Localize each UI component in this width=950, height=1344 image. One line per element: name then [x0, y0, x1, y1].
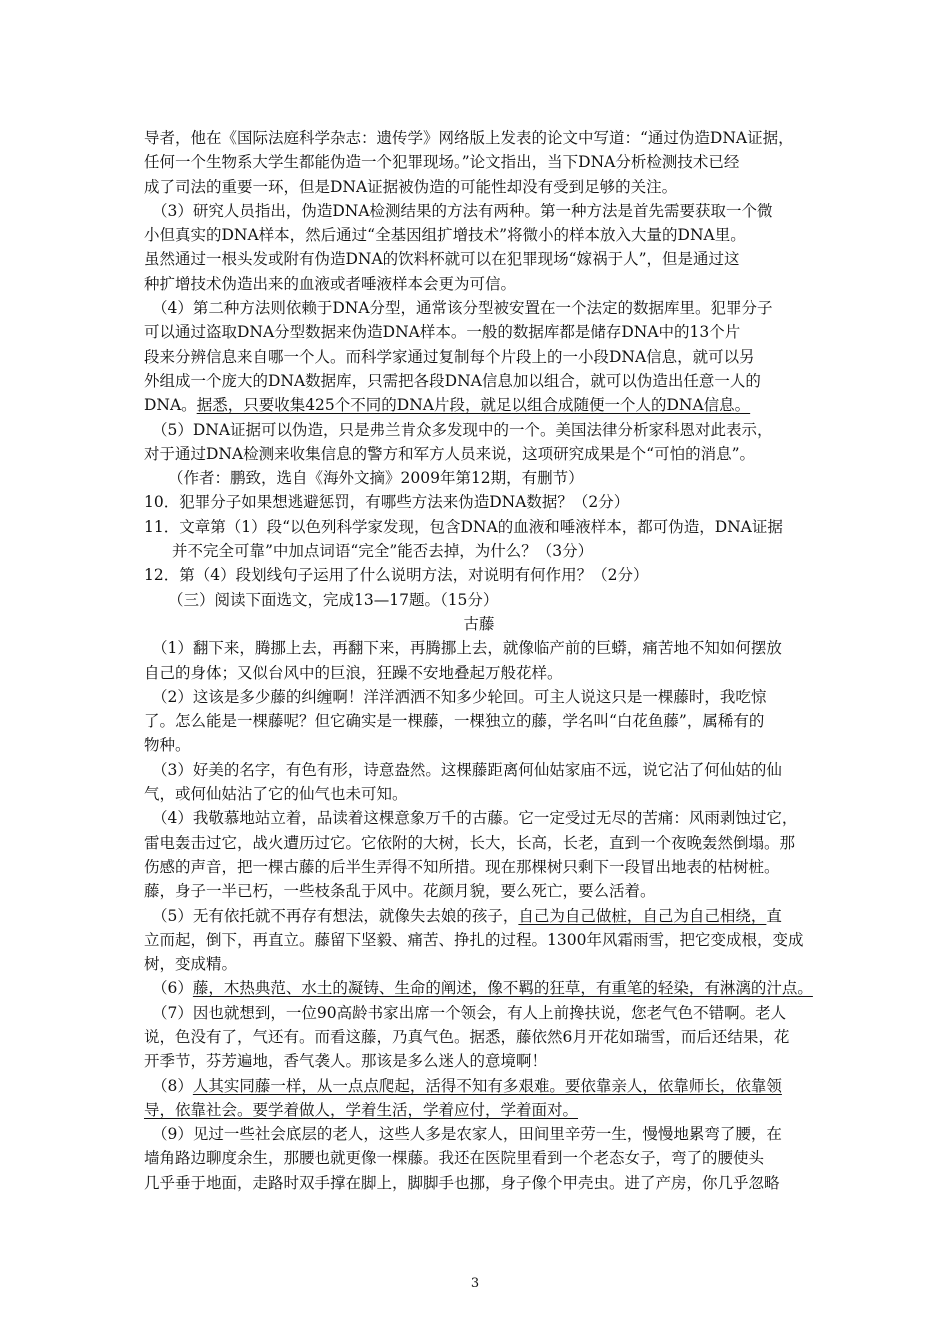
text-line: 可以通过盗取DNA分型数据来伪造DNA样本。一般的数据库都是储存DNA中的13个片	[144, 323, 741, 342]
text-line-underlined-sentence: DNA。据悉，只要收集425个不同的DNA片段，就足以组合成随便一个人的DNA信息。	[144, 396, 751, 415]
text-line: 伤感的声音，把一棵古藤的后半生弄得不知所措。现在那棵树只剩下一段冒出地表的枯树桩。	[144, 857, 780, 876]
page-number: 3	[470, 1276, 480, 1291]
paragraph-9-start: （9）见过一些社会底层的老人，这些人多是农家人，田间里辛劳一生，慢慢地累弯了腰，在	[152, 1125, 782, 1144]
passage-title: 古藤	[463, 614, 495, 633]
text-line: 开季节，芬芳遍地，香气袭人。那该是多么迷人的意境啊！	[144, 1052, 548, 1071]
paragraph-5-start: （5）无有依托就不再存有想法，就像失去娘的孩子，自己为自己做桩，自己为自己相绕，直	[152, 906, 782, 925]
paragraph-2-start: （2）这该是多少藤的纠缠啊！洋洋洒洒不知多少轮回。可主人说这只是一棵藤时，我吃惊	[152, 687, 767, 706]
text-line: 种扩增技术伪造出来的血液或者唾液样本会更为可信。	[144, 274, 517, 293]
text-line: 雷电轰击过它，战火遭历过它。它依附的大树，长大，长高，长老，直到一个夜晚轰然倒塌。那	[144, 833, 796, 852]
text-line: 墙角路边聊度余生，那腰也就更像一棵藤。我还在医院里看到一个老态女子，弯了的腰使头	[144, 1149, 765, 1168]
text-line: 树，变成精。	[144, 955, 238, 974]
text-line: 了。怎么能是一棵藤呢？但它确实是一棵藤，一棵独立的藤，学名叫“白花鱼藤”，属稀有的	[144, 712, 765, 731]
text-line: 自己的身体；又似台风中的巨浪，狂躁不安地叠起万般花样。	[144, 663, 563, 682]
underlined-sentence: 人其实同藤一样，从一点点爬起，活得不知有多艰难。要依靠亲人，依靠师长，依靠领	[192, 1076, 782, 1095]
source-attribution: （作者：鹏致，选自《海外文摘》2009年第12期，有删节）	[168, 469, 584, 488]
text-line: 段来分辨信息来自哪一个人。而科学家通过复制每个片段上的一小段DNA信息，就可以另	[144, 347, 755, 366]
text-line: 小但真实的DNA样本，然后通过“全基因组扩增技术”将微小的样本放入大量的DNA里。	[144, 226, 746, 245]
question-12: 12．第（4）段划线句子运用了什么说明方法，对说明有何作用？（2分）	[144, 566, 649, 585]
paragraph-1-start: （1）翻下来，腾挪上去，再翻下来，再腾挪上去，就像临产前的巨蟒，痛苦地不知如何摆放	[152, 639, 782, 658]
text-line: 说，色没有了，气还有。而看这藤，乃真气色。据悉，藤依然6月开花如瑞雪，而后还结果，花	[144, 1027, 790, 1046]
text-line-underlined	[144, 1098, 814, 1122]
paragraph-3-start: （3）好美的名字，有色有形，诗意盎然。这棵藤距离何仙姑家庙不远，说它沾了何仙姑的仙	[152, 760, 782, 779]
paragraph-4-start: （4）我敬慕地站立着，品读着这棵意象万千的古藤。它一定受过无尽的苦痛：风雨剥蚀过它，	[152, 809, 798, 828]
text-line: 导者，他在《国际法庭科学杂志：遗传学》网络版上发表的论文中写道：“通过伪造DNA证据，	[144, 129, 794, 147]
text-line: 虽然通过一根头发或附有伪造DNA的饮料杯就可以在犯罪现场“嫁祸于人”，但是通过这	[144, 250, 740, 269]
page-body	[144, 126, 814, 1195]
text-line: 物种。	[144, 736, 191, 755]
text-line: 外组成一个庞大的DNA数据库，只需把各段DNA信息加以组合，就可以伪造出任意一人的	[144, 371, 761, 390]
underlined-sentence: 据悉，只要收集425个不同的DNA片段，就足以组合成随便一个人的DNA信息。	[196, 396, 751, 415]
underlined-sentence: 导，依靠社会。要学着做人，学着生活，学着应付，学着面对。	[144, 1100, 579, 1119]
section-heading: （三）阅读下面选文，完成13—17题。（15分）	[168, 590, 499, 609]
paragraph-3-start: （3）研究人员指出，伪造DNA检测结果的方法有两种。第一种方法是首先需要获取一个微	[152, 201, 773, 220]
question-11-continued: 并不完全可靠”中加点词语“完全”能否去掉，为什么？（3分）	[172, 542, 594, 561]
text-line: 气，或何仙姑沾了它的仙气也未可知。	[144, 785, 408, 804]
text-line: 对于通过DNA检测来收集信息的警方和军方人员来说，这项研究成果是个“可怕的消息”。	[144, 444, 756, 463]
text-line: 藤，身子一半已朽，一些枝条乱于风中。花颜月貌，要么死亡，要么活着。	[144, 882, 656, 901]
paragraph-5-start: （5）DNA证据可以伪造，只是弗兰肯众多发现中的一个。美国法律分析家科恩对此表示，	[152, 420, 773, 439]
paragraph-7-start: （7）因也就想到，一位90高龄书家出席一个领会，有人上前搀扶说，您老气色不错啊。老人	[152, 1003, 787, 1022]
paragraph-8-start: （8）人其实同藤一样，从一点点爬起，活得不知有多艰难。要依靠亲人，依靠师长，依靠领	[152, 1076, 782, 1095]
question-11: 11．文章第（1）段“以色列科学家发现，包含DNA的血液和唾液样本，都可伪造，DNA证据	[144, 517, 783, 536]
underlined-sentence: 自己为自己做桩，自己为自己相绕，	[518, 906, 767, 925]
text-line: 成了司法的重要一环，但是DNA证据被伪造的可能性却没有受到足够的关注。	[144, 177, 678, 196]
text-line: 任何一个生物系大学生都能伪造一个犯罪现场。”论文指出，当下DNA分析检测技术已经	[144, 153, 740, 172]
paragraph-6: （6）藤，木热典范、水土的凝铸、生命的阐述，像不羁的狂草，有重笔的轻染，有淋漓的汁点。	[152, 979, 813, 998]
underlined-sentence: 藤，木热典范、水土的凝铸、生命的阐述，像不羁的狂草，有重笔的轻染，有淋漓的汁点。	[192, 979, 813, 998]
text-line: 几乎垂于地面，走路时双手撑在脚上，脚脚手也挪，身子像个甲壳虫。进了产房，你几乎忽略	[144, 1173, 780, 1192]
text-line: 立而起，倒下，再直立。藤留下坚毅、痛苦、挣扎的过程。1300年风霜雨雪，把它变成根，变成	[144, 930, 804, 949]
paragraph-4-start: （4）第二种方法则依赖于DNA分型，通常该分型被安置在一个法定的数据库里。犯罪分子	[152, 299, 773, 318]
question-10: 10．犯罪分子如果想逃避惩罚，有哪些方法来伪造DNA数据？（2分）	[144, 493, 630, 512]
